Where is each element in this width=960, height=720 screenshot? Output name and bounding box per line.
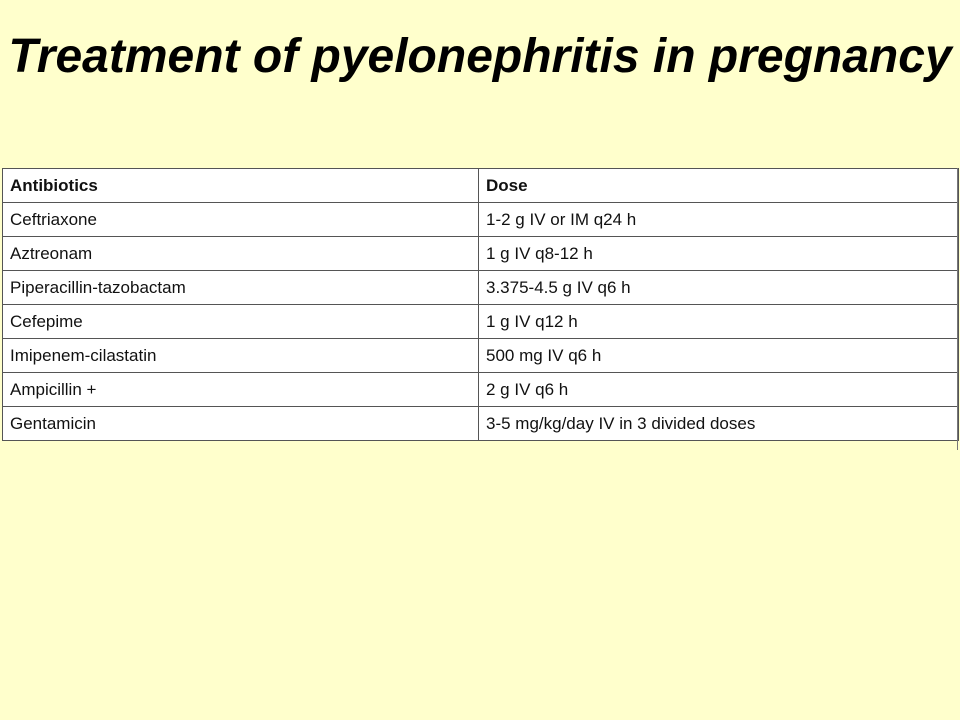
table-row [3, 271, 959, 305]
dose-cell: 3-5 mg/kg/day IV in 3 divided doses [479, 407, 959, 441]
antibiotic-cell: Gentamicin [3, 407, 479, 441]
table-row [3, 203, 959, 237]
dose-cell: 1 g IV q8-12 h [479, 237, 959, 271]
antibiotic-cell: Piperacillin-tazobactam [3, 271, 479, 305]
dose-cell: 500 mg IV q6 h [479, 339, 959, 373]
slide-title: Treatment of pyelonephritis in pregnancy [8, 30, 952, 83]
dose-cell: 1 g IV q12 h [479, 305, 959, 339]
table-row [3, 373, 959, 407]
dose-cell: 1-2 g IV or IM q24 h [479, 203, 959, 237]
antibiotic-cell: Ceftriaxone [3, 203, 479, 237]
dose-cell: 3.375-4.5 g IV q6 h [479, 271, 959, 305]
header-antibiotics: Antibiotics [3, 169, 479, 203]
antibiotic-cell: Aztreonam [3, 237, 479, 271]
table-row [3, 305, 959, 339]
antibiotic-dose-table-container [2, 168, 958, 441]
table-row [3, 237, 959, 271]
table-row [3, 407, 959, 441]
table-right-edge-divider [957, 168, 958, 450]
table-row [3, 339, 959, 373]
antibiotic-cell: Ampicillin + [3, 373, 479, 407]
header-dose: Dose [479, 169, 959, 203]
antibiotic-cell: Cefepime [3, 305, 479, 339]
table-header-row [3, 169, 959, 203]
dose-cell: 2 g IV q6 h [479, 373, 959, 407]
antibiotic-dose-table [2, 168, 959, 441]
antibiotic-cell: Imipenem-cilastatin [3, 339, 479, 373]
